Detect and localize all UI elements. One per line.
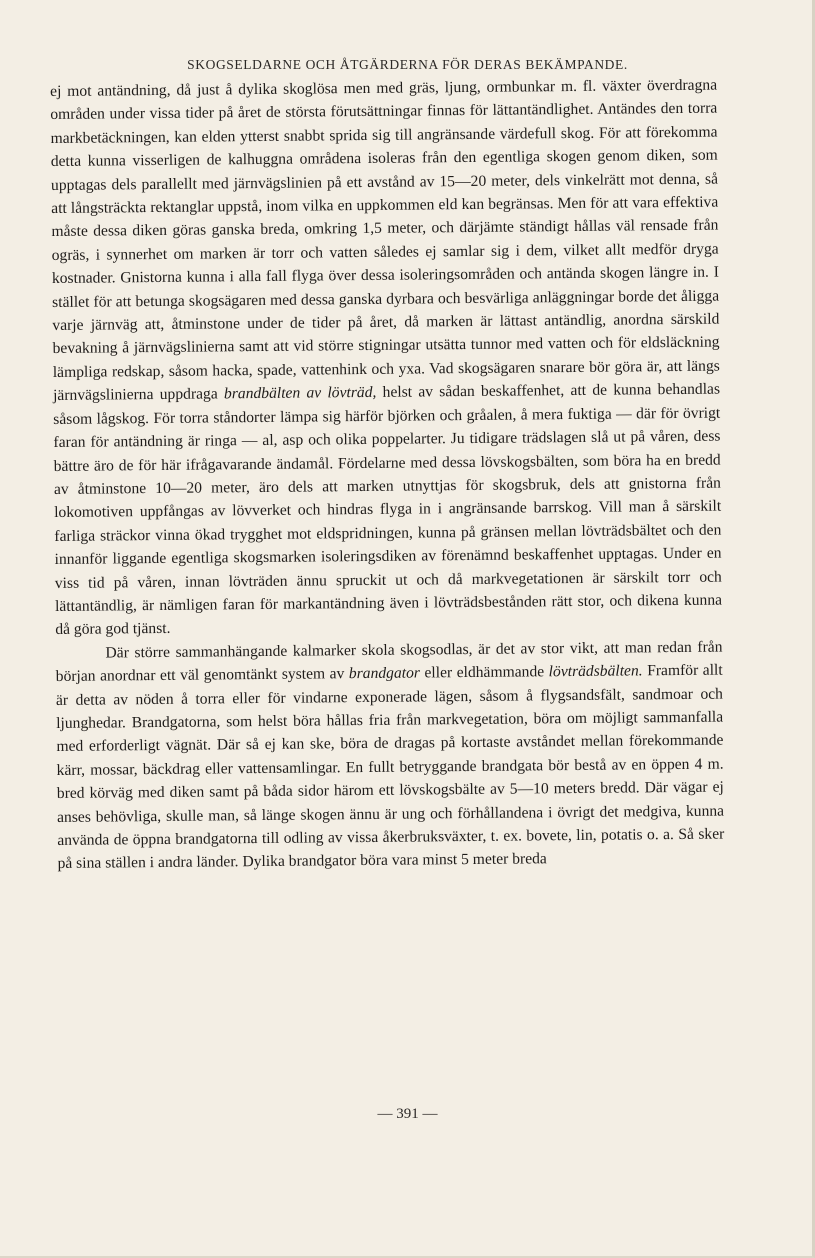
paragraph-2 [55,635,724,875]
page-number: — 391 — [377,1106,438,1122]
paragraph-2-italic-term-1: brandgator [348,664,421,683]
paragraph-1 [50,74,722,642]
paragraph-1-italic-term: brandbälten av lövträd, [223,384,377,403]
paragraph-2-italic-term-2: lövträdsbälten. [548,662,643,681]
running-header: SKOGSELDARNE OCH ÅTGÄRDERNA FÖR DERAS BEKÄMPANDE. [187,57,628,72]
paragraph-2-text-c: Framför allt är detta av nöden å torra eller för vindarne exponerade lägen, såsom å flygsandsfält, sandmoar och ljunghedar. Brandgatorna, som helst böra hållas fria från markvegetation, böra om möjligt sammanfalla med erforderligt vägnät. Där så ej kan ske, böra de dragas på kortaste avståndet mellan förekommande kärr, mossar, bäckdrag eller vattensamlingar. En fullt betryggande brandgata bör bestå av en öppen 4 m. bred körväg med diken samt på båda sidor härom ett lövskogsbälte av 5—10 meters bredd. Där vägar ej anses behövliga, skulle man, så länge skogen ännu är ung och förhållandena i övrigt det medgiva, kunna använda de öppna brandgatorna till odling av vissa åkerbruksväxter, t. ex. bovete, lin, potatis o. a. Så sker på sina ställen i andra länder. Dylika brandgator böra vara minst 5 meter breda [55,661,725,873]
body-text [50,74,725,876]
paragraph-2-text-b: eller eldhämmande [424,663,545,682]
paragraph-2-text-a: Där större sammanhängande kalmarker skola skogsodlas, är det av stor vikt, att man redan från början anordnar ett väl genomtänkt system av [55,638,723,686]
paragraph-1-text-b: helst av sådan beskaffenhet, att de kunna behandlas såsom lågskog. För torra ståndorter lämpa sig härför björken och gråalen, å mera fuktiga — där för övrigt faran för antändning är ringa — al, asp och olika poppelarter. Ju tidigare trädslagen slå ut på våren, dess bättre äro de för här ifrågavarande ändamål. Fördelarne med dessa lövskogsbälten, som böra ha en bredd av åtminstone 10—20 meter, äro dels att marken utnyttjas för skogsbruk, dels att gnistorna från lokomotiven uppfångas av lövverket och hindras flyga in i angränsande barrskog. Vill man å särskilt farliga sträckor vinna ökad trygghet mot eldspridningen, kunna på gränsen mellan lövträdsbältet och den innanför liggande egentliga skogsmarken isoleringsdiken av förenämnd beskaffenhet upptagas. Under en viss tid på våren, innan lövträden ännu spruckit ut och då markvegetationen är särskilt torr och lättantändlig, är nämligen faran för markantändning även i lövträdsbestånden rätt stor, och dikena kunna då göra god tjänst. [53,380,723,639]
paragraph-1-text-a: ej mot antändning, då just å dylika skoglösa men med gräs, ljung, ormbunkar m. fl. växter överdragna områden under vissa tider på året de största förutsättningar finnas för lättantändlighet. Antändes den torra markbetäckningen, kan elden ytterst snabbt sprida sig till angränsande värdefull skog. För att förekomma detta kunna visserligen de kalhuggna områdena isoleras från den egentliga skogen genom diken, som upptagas dels parallellt med järnvägslinien på ett avstånd av 15—20 meter, dels vinkelrätt mot denna, så att långsträckta rektanglar uppstå, inom vilka en uppkommen eld kan begränsas. Men för att vara effektiva måste dessa diken göras ganska breda, omkring 1,5 meter, och därjämte ständigt hållas väl rensade från ogräs, i synnerhet om marken är torr och vatten således ej samlar sig i dem, vilket allt medför dryga kostnader. Gnistorna kunna i alla fall flyga över dessa isoleringsområden och antända skogen längre in. I stället för att betunga skogsägaren med dessa ganska dyrbara och besvärliga anläggningar borde det åligga varje järnväg att, åtminstone under de tider på året, då marken är lättast antändlig, anordna särskild bevakning å järnvägslinierna samt att vid större stigningar utsätta tunnor med vatten och för eldsläckning lämpliga redskap, såsom hacka, spade, vattenhink och yxa. Vad skogsägaren snarare bör göra är, att längs järnvägslinierna uppdraga [50,76,720,405]
